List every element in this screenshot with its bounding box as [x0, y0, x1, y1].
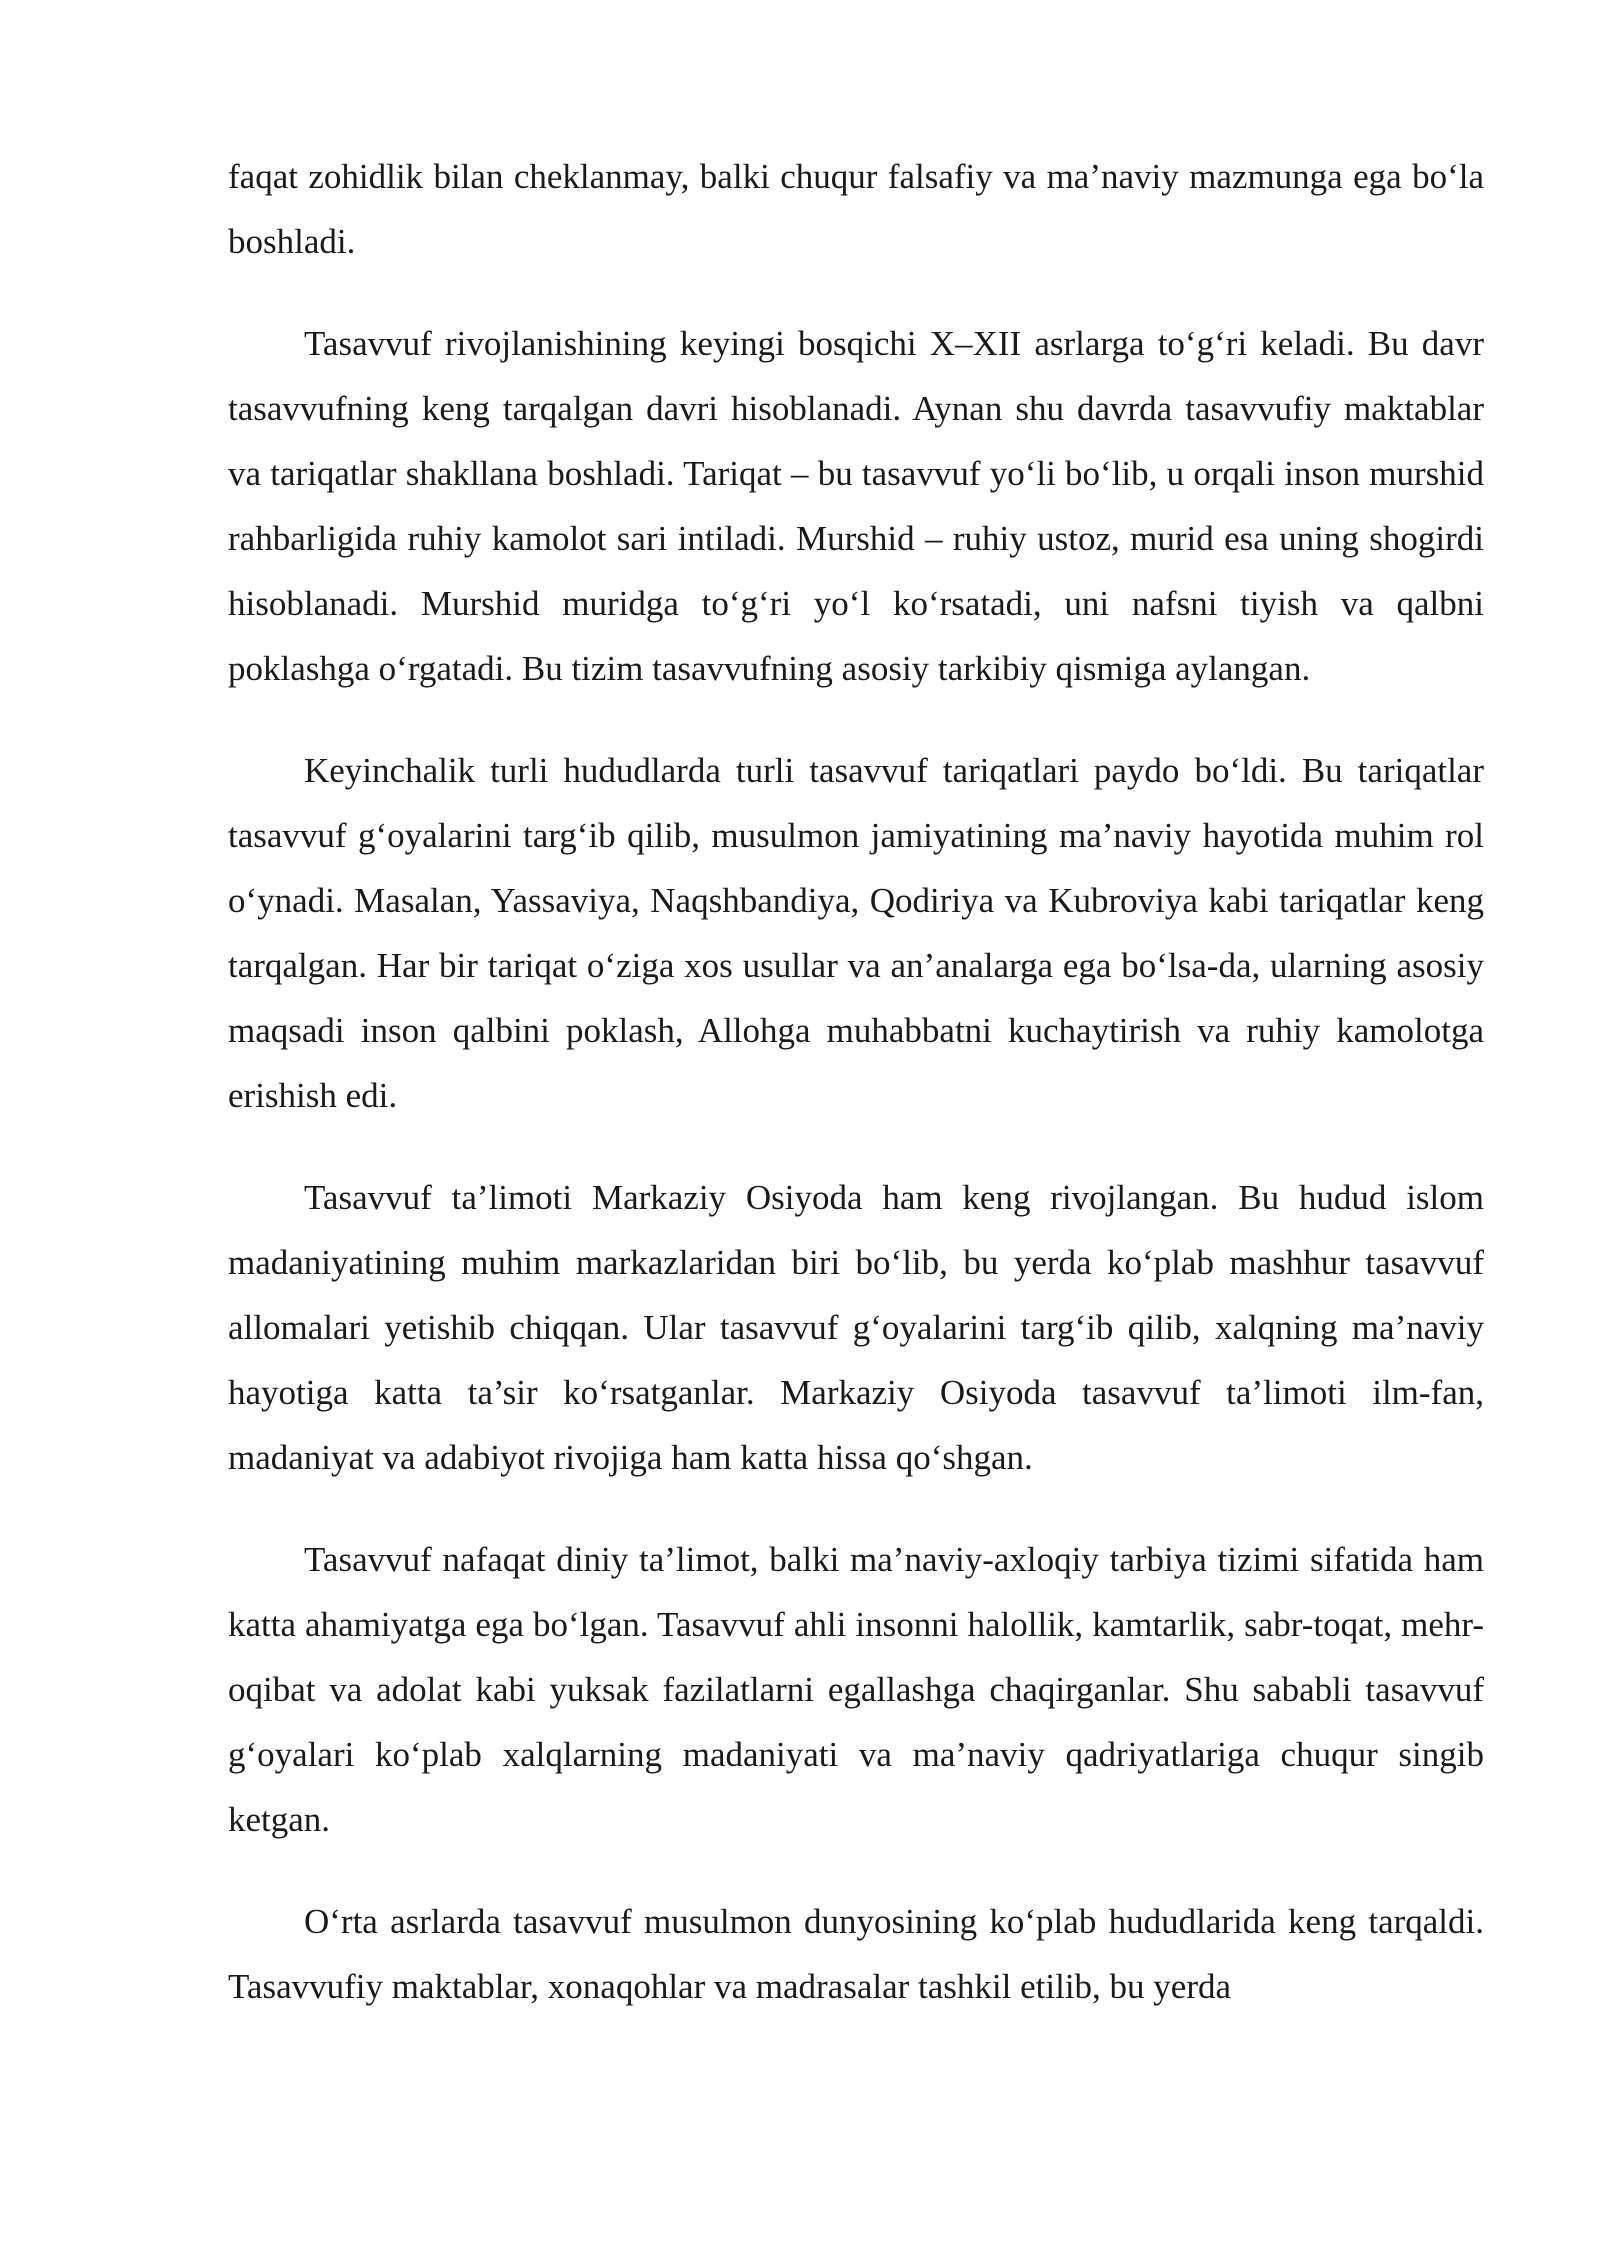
paragraph-4: Tasavvuf ta’limoti Markaziy Osiyoda ham keng rivojlangan. Bu hudud islom madaniyatining muhim markazlaridan biri bo‘lib, bu yerda ko‘plab mashhur tasavvuf allomalari yetishib chiqqan. Ular tasavvuf g‘oyalarini targ‘ib qilib, xalqning ma’naviy hayotiga katta ta’sir ko‘rsatganlar. Markaziy Osiyoda tasavvuf ta’limoti ilm-fan, madaniyat va adabiyot rivojiga ham katta hissa qo‘shgan. [228, 1178, 1484, 1477]
paragraph-3: Keyinchalik turli hududlarda turli tasavvuf tariqatlari paydo bo‘ldi. Bu tariqatlar tasavvuf g‘oyalarini targ‘ib qilib, musulmon jamiyatining ma’naviy hayotida muhim rol o‘ynadi. Masalan, Yassaviya, Naqshbandiya, Qodiriya va Kubroviya kabi tariqatlar keng tarqalgan. Har bir tariqat o‘ziga xos usullar va an’analarga ega bo‘lsa-da, ularning asosiy maqsadi inson qalbini poklash, Allohga muhabbatni kuchaytirish va ruhiy kamolotga erishish edi. [228, 751, 1484, 1115]
paragraph-6: O‘rta asrlarda tasavvuf musulmon dunyosining ko‘plab hududlarida keng tarqaldi. Tasavvufiy maktablar, xonaqohlar va madrasalar tashkil etilib, bu yerda [228, 1902, 1484, 2006]
document-body [228, 144, 1484, 2056]
paragraph-2: Tasavvuf rivojlanishining keyingi bosqichi X–XII asrlarga to‘g‘ri keladi. Bu davr tasavvufning keng tarqalgan davri hisoblanadi. Aynan shu davrda tasavvufiy maktablar va tariqatlar shakllana boshladi. Tariqat – bu tasavvuf yo‘li bo‘lib, u orqali inson murshid rahbarligida ruhiy kamolot sari intiladi. Murshid – ruhiy ustoz, murid esa uning shogirdi hisoblanadi. Murshid muridga to‘g‘ri yo‘l ko‘rsatadi, uni nafsni tiyish va qalbni poklashga o‘rgatadi. Bu tizim tasavvufning asosiy tarkibiy qismiga aylangan. [228, 324, 1484, 688]
paragraph-1: faqat zohidlik bilan cheklanmay, balki chuqur falsafiy va ma’naviy mazmunga ega bo‘la boshladi. [228, 157, 1484, 261]
paragraph-5: Tasavvuf nafaqat diniy ta’limot, balki ma’naviy-axloqiy tarbiya tizimi sifatida ham katta ahamiyatga ega bo‘lgan. Tasavvuf ahli insonni halollik, kamtarlik, sabr-toqat, mehr-oqibat va adolat kabi yuksak fazilatlarni egallashga chaqirganlar. Shu sababli tasavvuf g‘oyalari ko‘plab xalqlarning madaniyati va ma’naviy qadriyatlariga chuqur singib ketgan. [228, 1540, 1484, 1839]
